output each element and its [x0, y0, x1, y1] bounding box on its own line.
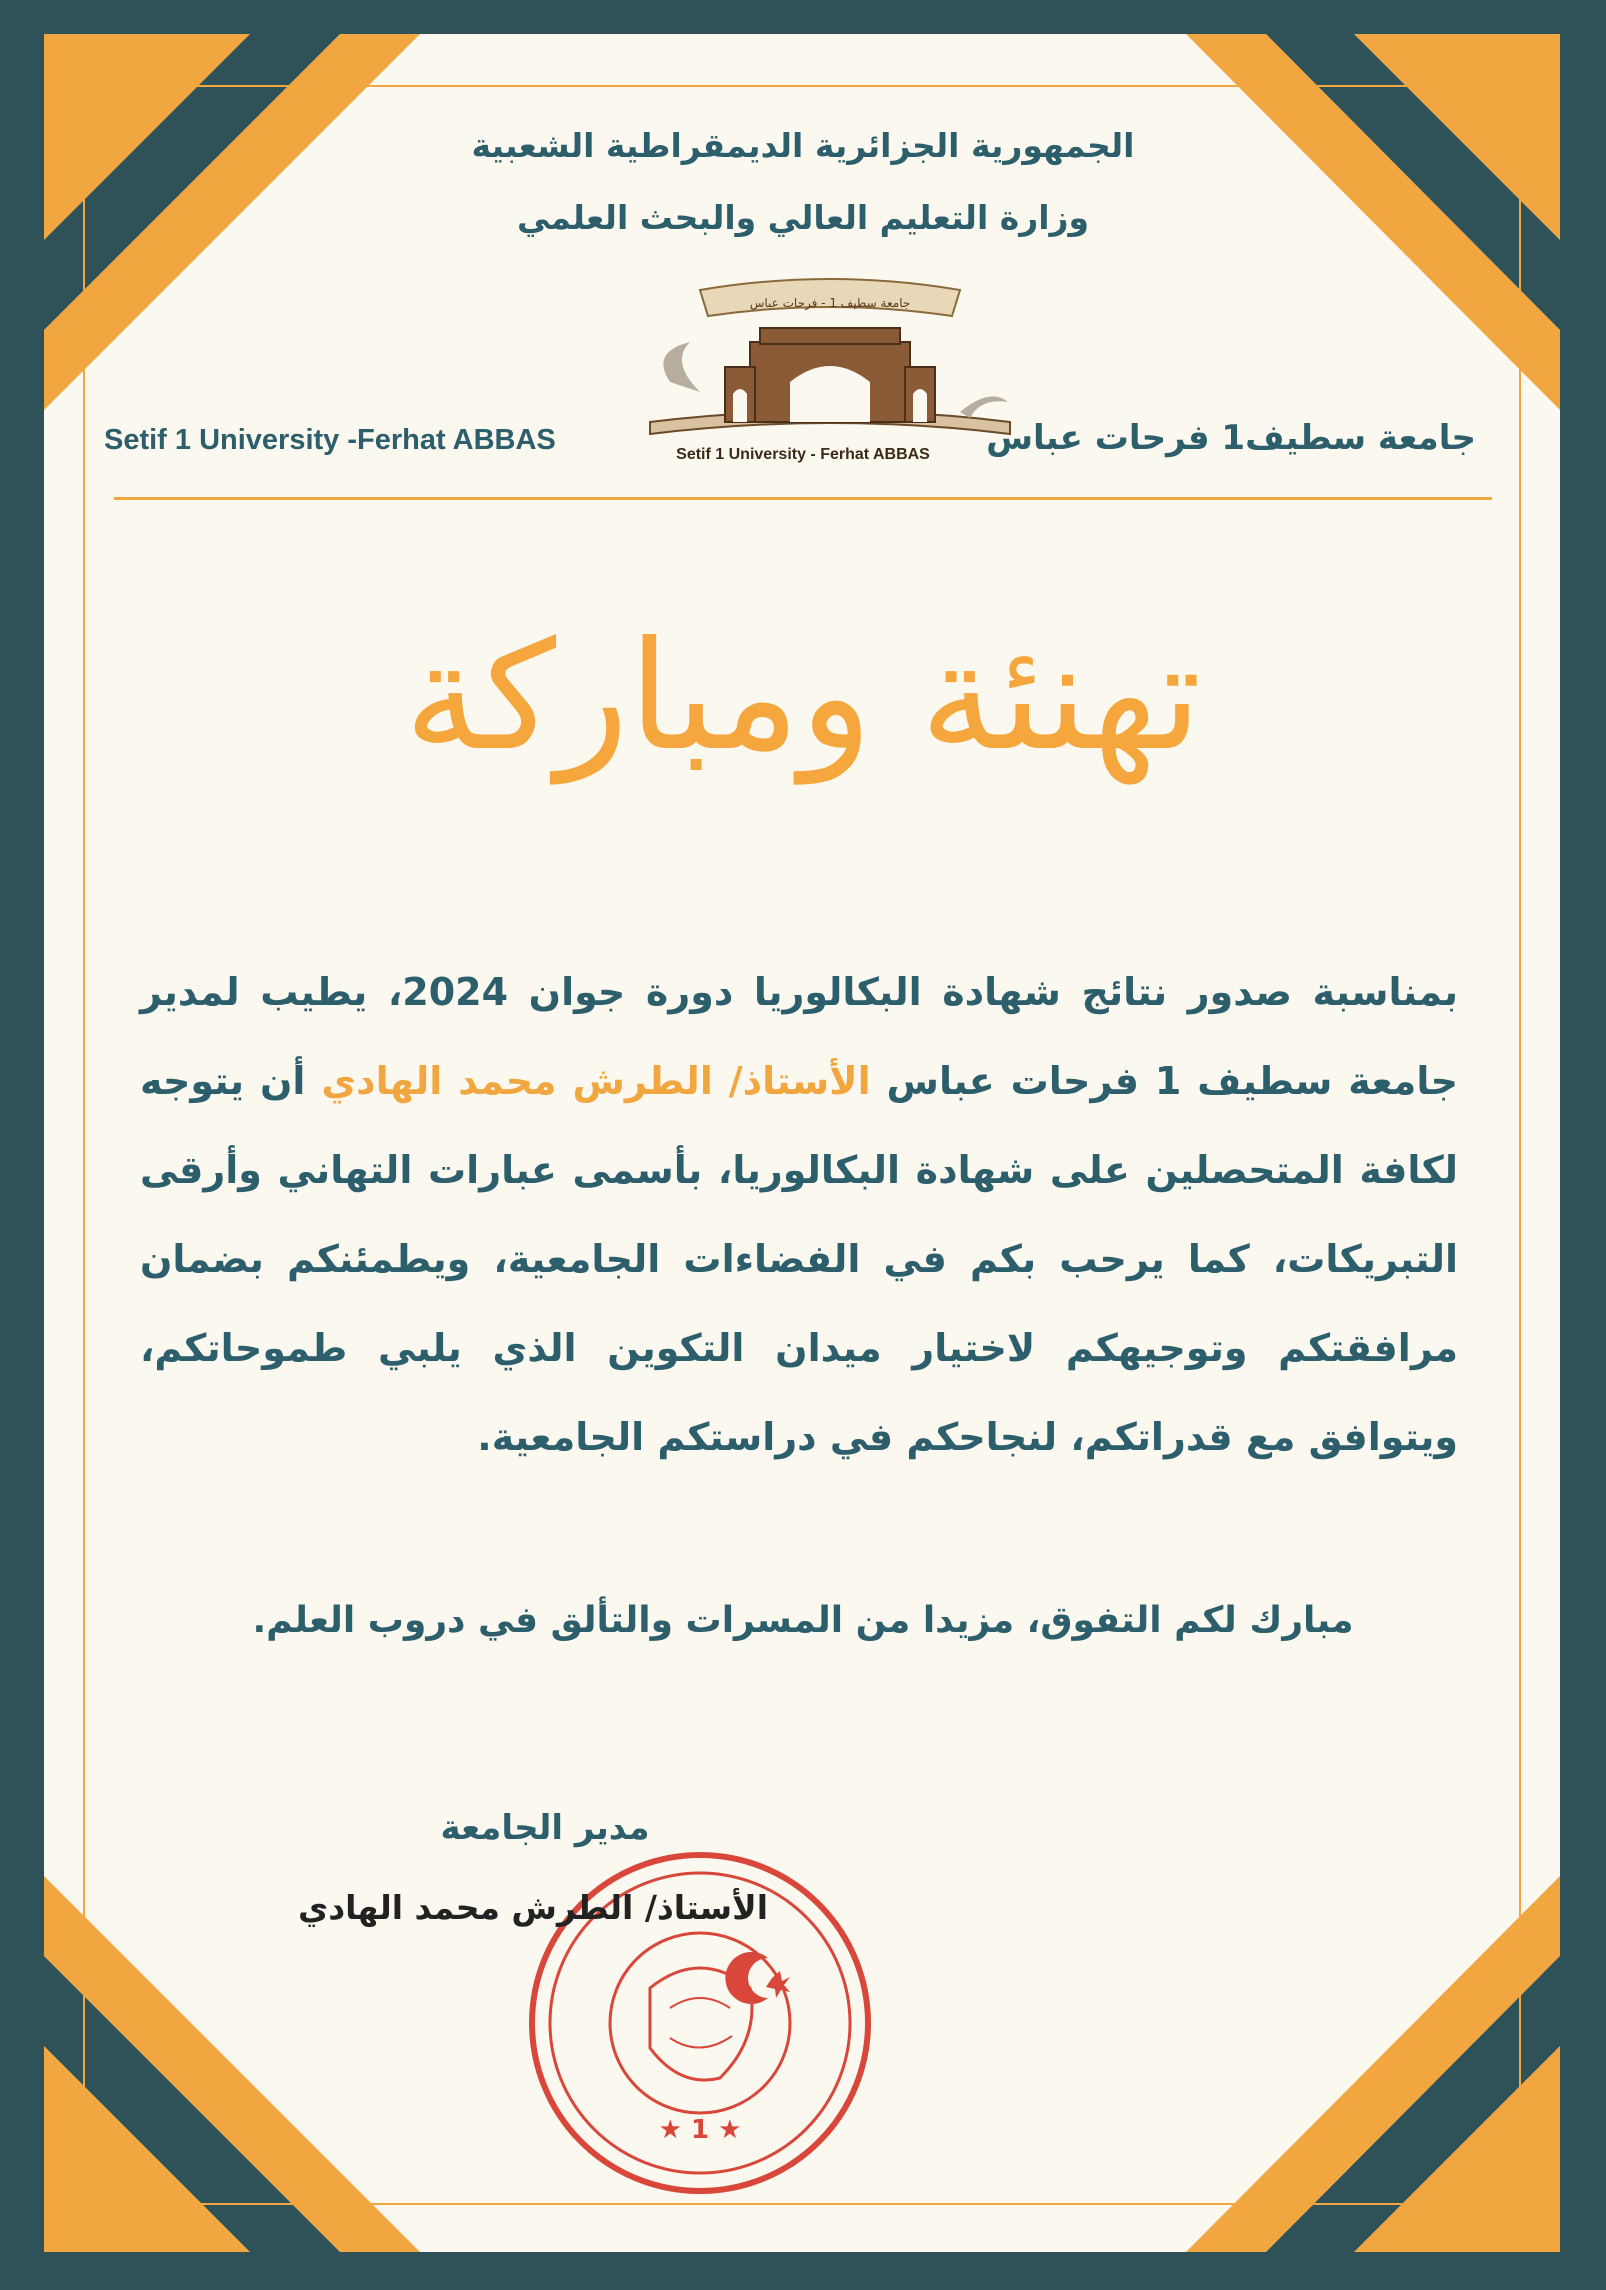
signatory-name: الأستاذ/ الطرش محمد الهادي — [297, 1888, 769, 1927]
certificate-title: تهنئة ومباركة — [404, 610, 1202, 784]
header-divider — [114, 497, 1492, 500]
message-part-2: أن يتوجه لكافة المتحصلين على شهادة البكالوريا، بأسمى عبارات التهاني وأرقى التبريكات، كما يرحب بكم في الفضاءات الجامعية، ويطمئنكم بضمان مرافقتكم وتوجيهكم لاختيار ميدان التكوين الذي يلبي طموحاتكم، ويتوافق مع قدراتكم، لنجاحكم في دراستكم الجامعية. — [140, 1059, 1458, 1459]
republic-heading: الجمهورية الجزائرية الديمقراطية الشعبية — [471, 126, 1135, 165]
message-part-1: بمناسبة صدور نتائج شهادة البكالوريا دورة جوان 2024، يطيب لمدير جامعة سطيف 1 فرحات عباس — [140, 970, 1458, 1103]
logo-caption: Setif 1 University - Ferhat ABBAS — [676, 446, 930, 463]
university-logo — [630, 272, 1030, 472]
signature-title: مدير الجامعة — [440, 1808, 650, 1848]
logo-ribbon-text: جامعة سطيف 1 - فرحات عباس — [749, 296, 911, 310]
svg-text:★ 1 ★: ★ 1 ★ — [658, 2115, 742, 2145]
director-name-highlight: الأستاذ/ الطرش محمد الهادي — [321, 1059, 871, 1103]
message-body — [140, 948, 1458, 1482]
university-name-en: Setif 1 University -Ferhat ABBAS — [104, 424, 556, 456]
university-name-ar: جامعة سطيف1 فرحات عباس — [986, 418, 1476, 458]
ministry-heading: وزارة التعليم العالي والبحث العلمي — [516, 198, 1090, 237]
closing-line: مبارك لكم التفوق، مزيدا من المسرات والتألق في دروب العلم. — [252, 1600, 1354, 1641]
